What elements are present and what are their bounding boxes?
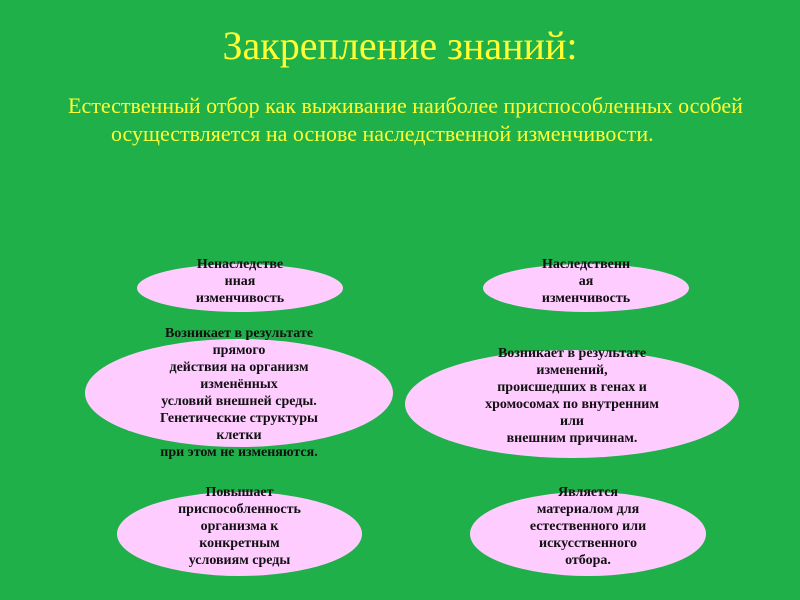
left-header-text: Ненаследстве нная изменчивость xyxy=(195,257,285,306)
left-cause-text: Возникает в результате прямого действия на организм изменённых условий внешней среды. Генетические структуры клетки при этом не изменяются. xyxy=(160,326,318,460)
right-cause-text: Возникает в результате изменений, происшедших в генах и хромосомах по внутренним или внешним причинам. xyxy=(485,346,659,446)
right-effect-text: Является материалом для естественного или искусственного отбора. xyxy=(529,485,647,568)
slide-title: Закрепление знаний: xyxy=(222,23,578,68)
statement-text: Естественный отбор как выживание наиболее приспособленных особей осуществляется на основе наследственной изменчивости. xyxy=(68,93,743,146)
right-header-text: Наследственн ая изменчивость xyxy=(541,257,631,306)
left-effect-text: Повышает приспособленность организма к конкретным условиям среды xyxy=(178,485,301,568)
